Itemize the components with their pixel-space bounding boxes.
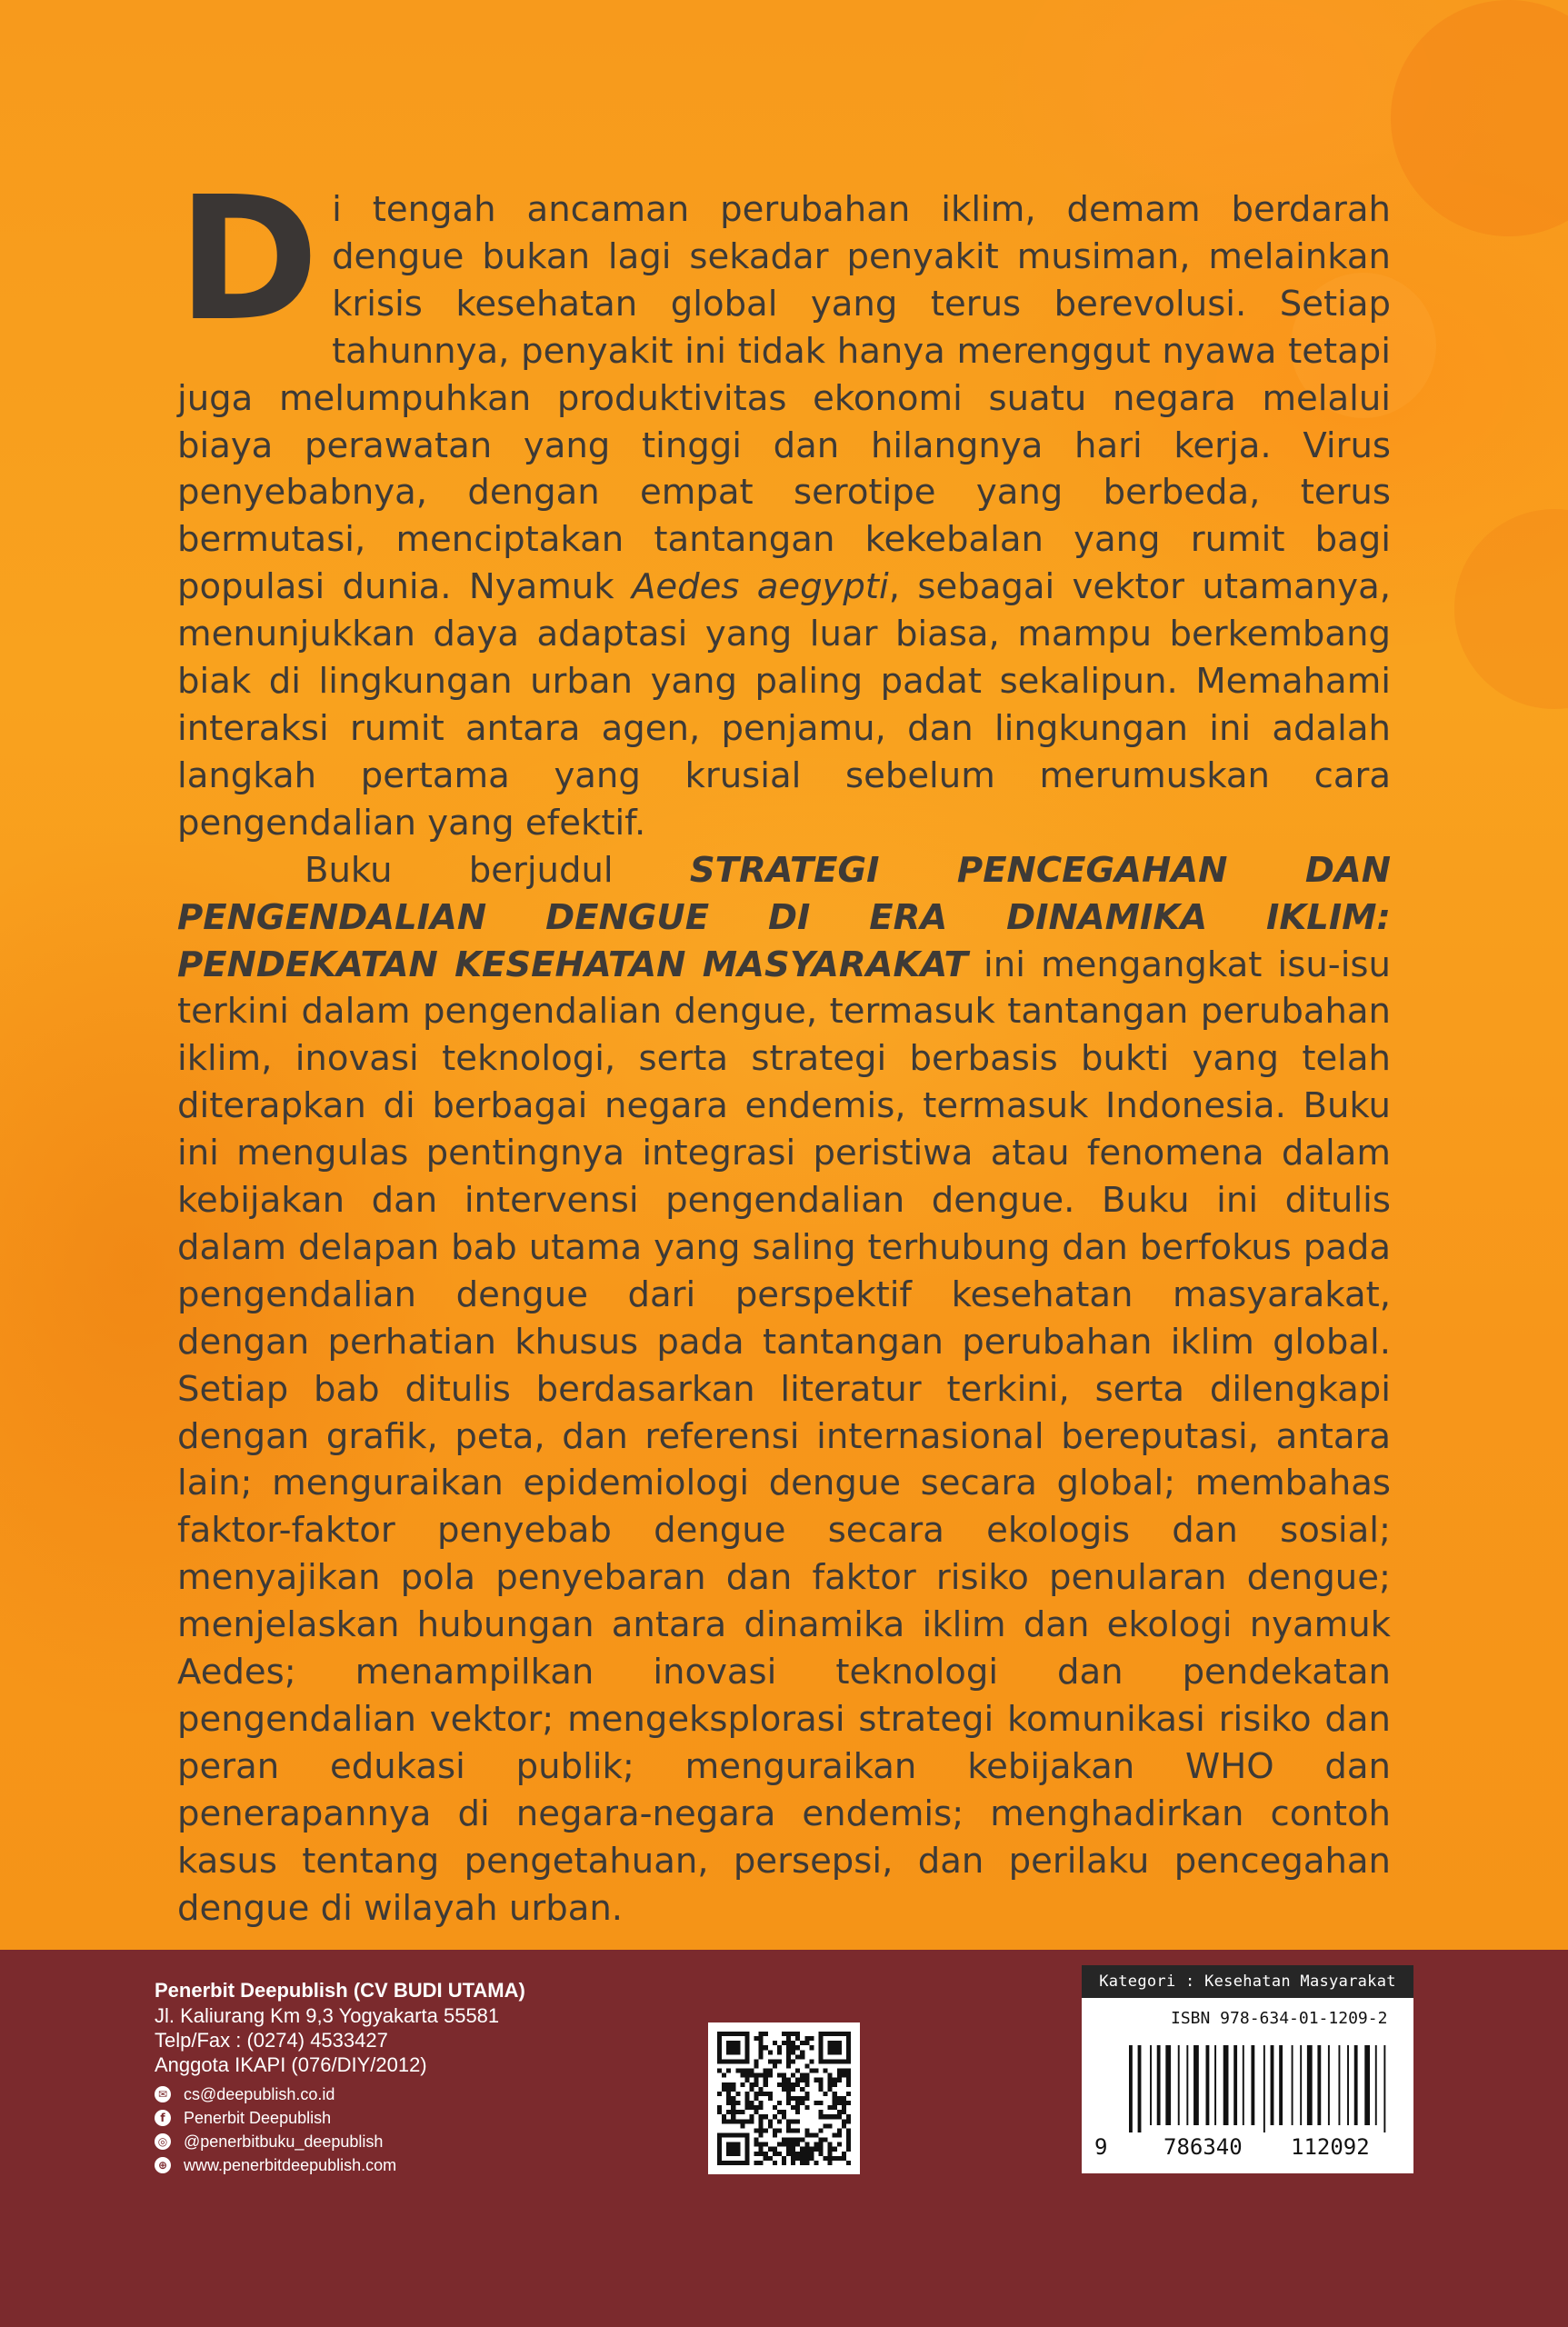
- publisher-address: Jl. Kaliurang Km 9,3 Yogyakarta 55581: [155, 2004, 500, 2027]
- blurb-p1-rest: , sebagai vektor utamanya, menunjukkan daya adaptasi yang luar biasa, mampu berkembang biak di lingkungan urban yang paling padat sekalipun. Memahami interaksi rumit antara agen, penjamu, dan lingkungan ini adalah langkah pertama yang krusial sebelum merumuskan cara pengendalian yang efektif.: [177, 566, 1391, 844]
- qr-code: [708, 2022, 860, 2174]
- blurb-text: [177, 160, 1391, 1933]
- barcode-left-digits: 786340: [1164, 2134, 1243, 2160]
- blurb-paragraph-1: [177, 160, 1391, 847]
- decorative-cell: [1391, 0, 1568, 236]
- publisher-info: [155, 1978, 525, 2177]
- publisher-phone: Telp/Fax : (0274) 4533427: [155, 2029, 388, 2052]
- blurb-p2-lead: Buku berjudul: [305, 849, 690, 891]
- facebook-icon: f: [155, 2110, 171, 2126]
- publisher-name: Penerbit Deepublish (CV BUDI UTAMA): [155, 1979, 525, 2002]
- contact-list: [155, 2082, 525, 2177]
- barcode-right-digits: 112092: [1291, 2134, 1370, 2160]
- species-name: Aedes aegypti: [631, 566, 889, 608]
- contact-instagram: [155, 2130, 525, 2153]
- globe-icon: ⊕: [155, 2157, 171, 2173]
- decorative-cell: [1454, 509, 1568, 709]
- email-icon: ✉: [155, 2086, 171, 2102]
- barcode-bars-icon: [1129, 2045, 1393, 2132]
- instagram-text: @penerbitbuku_deepublish: [184, 2132, 384, 2151]
- drop-cap: D: [177, 160, 320, 359]
- barcode: [1082, 1998, 1413, 2173]
- facebook-text: Penerbit Deepublish: [184, 2108, 332, 2127]
- contact-facebook: [155, 2106, 525, 2130]
- email-text: cs@deepublish.co.id: [184, 2084, 335, 2103]
- qr-code-icon: [717, 2032, 851, 2165]
- blurb-p2-rest: ini mengangkat isu-isu terkini dalam pengendalian dengue, termasuk tantangan perubahan iklim, inovasi teknologi, serta strategi berbasis bukti yang telah diterapkan di berbagai negara endemis, termasuk Indonesia. Buku ini mengulas pentingnya integrasi peristiwa atau fenomena dalam kebijakan dan intervensi pengendalian dengue. Buku ini ditulis dalam delapan bab utama yang saling terhubung dan berfokus pada pengendalian dengue dari perspektif kesehatan masyarakat, dengan perhatian khusus pada tantangan perubahan iklim global. Setiap bab ditulis berdasarkan literatur terkini, serta dilengkapi dengan grafik, peta, dan referensi internasional bereputasi, antara lain; menguraikan epidemiologi dengue secara global; membahas faktor-faktor penyebab dengue secara ekologis dan sosial; menyajikan pola penyebaran dan faktor risiko penularan dengue; menjelaskan hubungan antara dinamika iklim dan ekologi nyamuk Aedes; menampilkan inovasi teknologi dan pendekatan pengendalian vektor; mengeksplorasi strategi komunikasi risiko dan peran edukasi publik; menguraikan kebijakan WHO dan penerapannya di negara-negara endemis; menghadirkan contoh kasus tentang pengetahuan, persepsi, dan perilaku pencegahan dengue di wilayah urban.: [177, 944, 1391, 1929]
- category-label: Kategori : Kesehatan Masyarakat: [1082, 1965, 1413, 1998]
- contact-website: [155, 2153, 525, 2177]
- publisher-membership: Anggota IKAPI (076/DIY/2012): [155, 2053, 427, 2076]
- contact-email: [155, 2082, 525, 2106]
- book-title: STRATEGI PENCEGAHAN DAN PENGENDALIAN DENGUE DI ERA DINAMIKA IKLIM: PENDEKATAN KESEHATAN MASYARAKAT: [177, 849, 1391, 985]
- instagram-icon: ◎: [155, 2133, 171, 2150]
- isbn-text: ISBN 978-634-01-1209-2: [1171, 2009, 1388, 2028]
- blurb-p1-text: i tengah ancaman perubahan iklim, demam berdarah dengue bukan lagi sekadar penyakit musiman, melainkan krisis kesehatan global yang terus berevolusi. Setiap tahunnya, penyakit ini tidak hanya merenggut nyawa tetapi juga melumpuhkan produktivitas ekonomi suatu negara melalui biaya perawatan yang tinggi dan hilangnya hari kerja. Virus penyebabnya, dengan empat serotipe yang berbeda, terus bermutasi, menciptakan tantangan kekebalan yang rumit bagi populasi dunia. Nyamuk: [177, 189, 1391, 608]
- blurb-paragraph-2: [177, 847, 1391, 1933]
- barcode-first-digit: 9: [1094, 2134, 1108, 2160]
- website-text: www.penerbitdeepublish.com: [184, 2155, 397, 2174]
